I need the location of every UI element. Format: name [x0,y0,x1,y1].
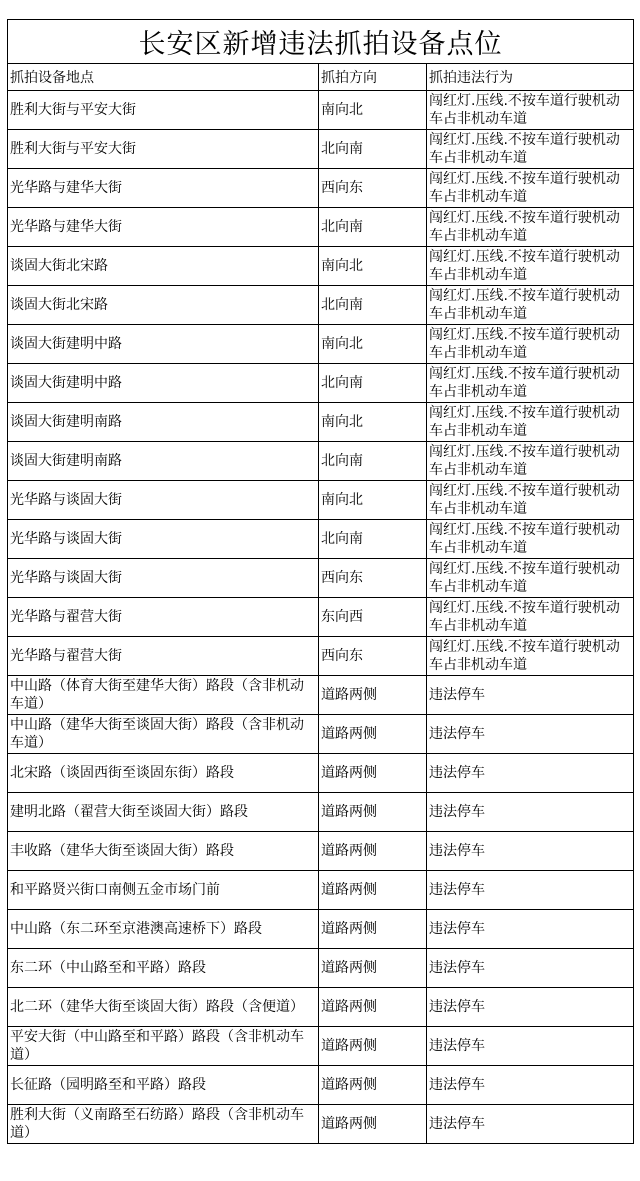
cell-location: 谈固大街建明中路 [8,325,319,364]
cell-location: 胜利大街与平安大街 [8,91,319,130]
cell-behavior: 闯红灯.压线.不按车道行驶机动车占非机动车道 [427,286,634,325]
cell-direction: 南向北 [319,481,427,520]
cell-location: 光华路与建华大街 [8,208,319,247]
header-row [8,64,634,91]
cell-direction: 南向北 [319,325,427,364]
table-row [8,325,634,364]
header-direction: 抓拍方向 [319,64,427,91]
cell-direction: 北向南 [319,442,427,481]
cell-direction: 道路两侧 [319,754,427,793]
cell-location: 中山路（东二环至京港澳高速桥下）路段 [8,910,319,949]
cell-location: 光华路与谈固大街 [8,559,319,598]
cell-location: 丰收路（建华大街至谈固大街）路段 [8,832,319,871]
cell-direction: 西向东 [319,637,427,676]
cell-location: 光华路与建华大街 [8,169,319,208]
cell-direction: 道路两侧 [319,871,427,910]
cell-behavior: 闯红灯.压线.不按车道行驶机动车占非机动车道 [427,520,634,559]
cell-location: 北二环（建华大街至谈固大街）路段（含便道） [8,988,319,1027]
device-list-table [7,19,634,1144]
cell-direction: 道路两侧 [319,910,427,949]
cell-behavior: 闯红灯.压线.不按车道行驶机动车占非机动车道 [427,208,634,247]
cell-location: 平安大街（中山路至和平路）路段（含非机动车道） [8,1027,319,1066]
cell-behavior: 闯红灯.压线.不按车道行驶机动车占非机动车道 [427,637,634,676]
cell-behavior: 违法停车 [427,1066,634,1105]
cell-direction: 东向西 [319,598,427,637]
cell-direction: 北向南 [319,286,427,325]
table-row [8,442,634,481]
table-row [8,130,634,169]
cell-location: 胜利大街与平安大街 [8,130,319,169]
table-row [8,988,634,1027]
cell-location: 中山路（建华大街至谈固大街）路段（含非机动车道） [8,715,319,754]
cell-behavior: 闯红灯.压线.不按车道行驶机动车占非机动车道 [427,130,634,169]
cell-direction: 道路两侧 [319,988,427,1027]
table-row [8,403,634,442]
cell-behavior: 闯红灯.压线.不按车道行驶机动车占非机动车道 [427,169,634,208]
table-row [8,637,634,676]
cell-behavior: 违法停车 [427,715,634,754]
cell-location: 光华路与翟营大街 [8,598,319,637]
cell-behavior: 违法停车 [427,754,634,793]
cell-direction: 西向东 [319,169,427,208]
table-row [8,598,634,637]
table-row [8,169,634,208]
cell-location: 北宋路（谈固西街至谈固东街）路段 [8,754,319,793]
cell-location: 东二环（中山路至和平路）路段 [8,949,319,988]
table-row [8,286,634,325]
table-row [8,559,634,598]
header-location: 抓拍设备地点 [8,64,319,91]
cell-direction: 北向南 [319,130,427,169]
cell-location: 中山路（体育大街至建华大街）路段（含非机动车道） [8,676,319,715]
cell-behavior: 闯红灯.压线.不按车道行驶机动车占非机动车道 [427,442,634,481]
cell-behavior: 违法停车 [427,871,634,910]
cell-location: 长征路（园明路至和平路）路段 [8,1066,319,1105]
cell-behavior: 闯红灯.压线.不按车道行驶机动车占非机动车道 [427,325,634,364]
cell-location: 光华路与谈固大街 [8,520,319,559]
cell-location: 谈固大街建明中路 [8,364,319,403]
cell-direction: 西向东 [319,559,427,598]
table-row [8,1027,634,1066]
cell-direction: 南向北 [319,403,427,442]
cell-behavior: 闯红灯.压线.不按车道行驶机动车占非机动车道 [427,559,634,598]
cell-direction: 道路两侧 [319,715,427,754]
cell-location: 谈固大街建明南路 [8,442,319,481]
table-row [8,247,634,286]
cell-behavior: 违法停车 [427,1105,634,1144]
cell-direction: 北向南 [319,520,427,559]
cell-behavior: 违法停车 [427,1027,634,1066]
cell-direction: 北向南 [319,208,427,247]
cell-behavior: 违法停车 [427,988,634,1027]
cell-direction: 道路两侧 [319,793,427,832]
cell-behavior: 闯红灯.压线.不按车道行驶机动车占非机动车道 [427,598,634,637]
table-row [8,364,634,403]
cell-direction: 南向北 [319,91,427,130]
cell-direction: 道路两侧 [319,1027,427,1066]
cell-behavior: 闯红灯.压线.不按车道行驶机动车占非机动车道 [427,247,634,286]
table-row [8,715,634,754]
cell-direction: 道路两侧 [319,1105,427,1144]
header-behavior: 抓拍违法行为 [427,64,634,91]
cell-location: 谈固大街北宋路 [8,247,319,286]
page-title: 长安区新增违法抓拍设备点位 [8,20,634,64]
cell-location: 谈固大街北宋路 [8,286,319,325]
cell-direction: 南向北 [319,247,427,286]
cell-location: 建明北路（翟营大街至谈固大街）路段 [8,793,319,832]
cell-direction: 道路两侧 [319,949,427,988]
cell-behavior: 违法停车 [427,793,634,832]
cell-direction: 道路两侧 [319,1066,427,1105]
table-row [8,481,634,520]
table-row [8,871,634,910]
cell-behavior: 违法停车 [427,949,634,988]
table-row [8,1105,634,1144]
cell-location: 和平路贤兴街口南侧五金市场门前 [8,871,319,910]
table-row [8,910,634,949]
cell-behavior: 违法停车 [427,832,634,871]
cell-location: 光华路与谈固大街 [8,481,319,520]
table-row [8,832,634,871]
cell-location: 胜利大街（义南路至石纺路）路段（含非机动车道） [8,1105,319,1144]
cell-direction: 道路两侧 [319,832,427,871]
cell-behavior: 闯红灯.压线.不按车道行驶机动车占非机动车道 [427,481,634,520]
cell-behavior: 违法停车 [427,910,634,949]
cell-behavior: 闯红灯.压线.不按车道行驶机动车占非机动车道 [427,403,634,442]
cell-direction: 道路两侧 [319,676,427,715]
table-row [8,520,634,559]
table-row [8,793,634,832]
table-row [8,676,634,715]
cell-behavior: 闯红灯.压线.不按车道行驶机动车占非机动车道 [427,91,634,130]
cell-location: 光华路与翟营大街 [8,637,319,676]
table-row [8,949,634,988]
cell-location: 谈固大街建明南路 [8,403,319,442]
table-row [8,754,634,793]
cell-behavior: 闯红灯.压线.不按车道行驶机动车占非机动车道 [427,364,634,403]
table-row [8,91,634,130]
table-row [8,208,634,247]
cell-direction: 北向南 [319,364,427,403]
table-row [8,1066,634,1105]
cell-behavior: 违法停车 [427,676,634,715]
